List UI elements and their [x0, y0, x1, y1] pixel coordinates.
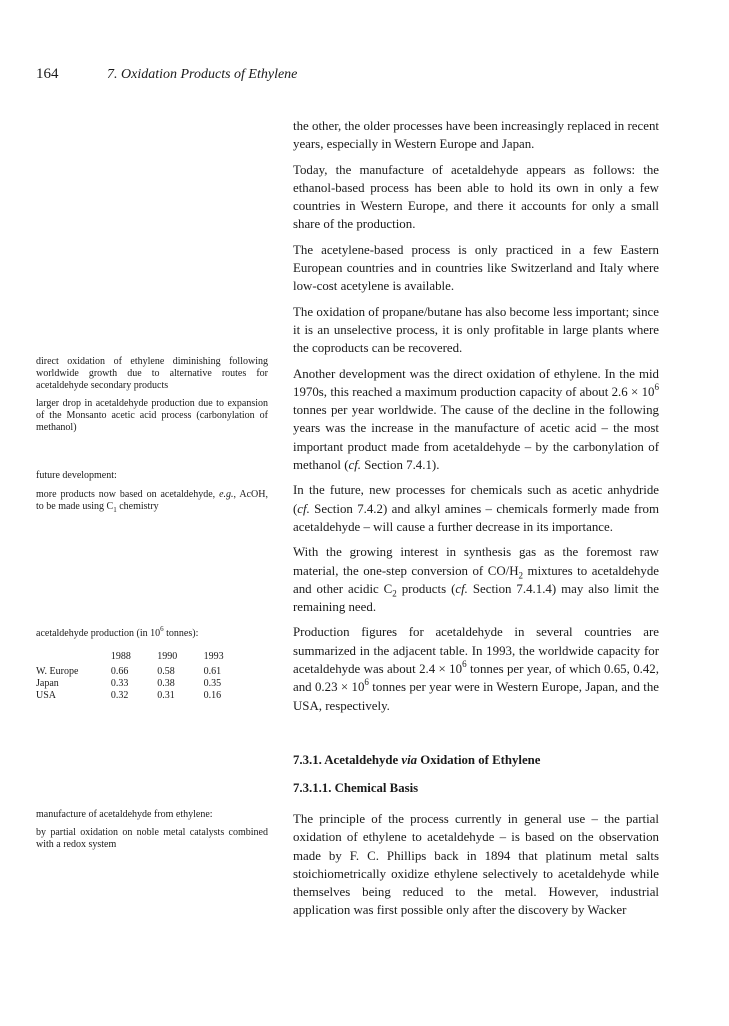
side-note-3: manufacture of acetaldehyde from ethylene: by partial oxidation on noble metal catalysts combined with a redox system	[36, 809, 268, 851]
table-caption: acetaldehyde production (in $10^6$ tonnes):	[36, 624, 199, 639]
paragraph-7: With the growing interest in synthesis gas as the foremost raw material, the one-step conversion of $CO/H_2$ mixtures to acetaldehyde and other acidic $C_2$ products (cf. Section 7.4.1.4) may also limit the remaining need.	[293, 545, 659, 615]
value-cell: 0.32	[110, 690, 129, 701]
value-cell: 0.38	[157, 678, 175, 689]
value-cell: 0.58	[157, 666, 175, 677]
side-note-2: future development: more products now based on acetaldehyde, e.g., AcOH, to be made using $C_1$ chemistry	[36, 470, 268, 515]
value-cell: 0.35	[203, 678, 222, 689]
value-cell: 0.16	[203, 690, 222, 701]
region-cell: W. Europe	[36, 666, 79, 677]
paragraph-4: The oxidation of propane/butane has also become less important; since it is an unselective process, it is only profitable in large plants where the coproducts can be recovered.	[293, 304, 659, 356]
paragraph-3: The acetylene-based process is only practiced in a few Eastern European countries and in countries like Switzerland and Italy where low-cost acetylene is available.	[293, 242, 659, 294]
page-number: 164	[36, 66, 59, 82]
value-cell: 0.61	[203, 666, 222, 677]
table-header-row	[36, 651, 246, 666]
paragraph-8: Production figures for acetaldehyde in several countries are summarized in the adjacent table. In 1993, the worldwide capacity for acetaldehyde was about $2.4 \times 10^6$ tonnes per year, of which 0.65, 0.42, and $0.23 \times 10^6$ tonnes per year were in Western Europe, Japan, and the USA, respectively.	[293, 625, 659, 713]
paragraph-1: the other, the older processes have been increasingly replaced in recent years, especially in Western Europe and Japan.	[293, 119, 659, 152]
paragraph-2: Today, the manufacture of acetaldehyde appears as follows: the ethanol-based process has been able to hold its own in only a few countries in Western Europe, and there it accounts for only a small share of the production.	[293, 162, 659, 232]
paragraph-9: The principle of the process currently in general use – the partial oxidation of ethylene to acetaldehyde – is based on the observation made by F. C. Phillips back in 1894 that platinum metal salts stoichiometrically oxidize ethylene selectively to acetaldehyde while themselves being reduced to the metal. However, industrial application was first possible only after the discovery by Wacker	[293, 811, 659, 918]
region-cell: Japan	[36, 678, 59, 689]
paragraph-6: In the future, new processes for chemicals such as acetic anhydride (cf. Section 7.4.2) and alkyl amines – chemicals formerly made from acetaldehyde – will cause a further decrease in its importance.	[293, 483, 659, 534]
main-column	[293, 117, 659, 927]
year-header: 1990	[157, 651, 178, 662]
side-note-1: direct oxidation of ethylene diminishing following worldwide growth due to alternative routes for acetaldehyde secondary products larger drop in acetaldehyde production due to expansion of the Monsanto acetic acid process (carbonylation of methanol)	[36, 356, 268, 434]
running-title: 7. Oxidation Products of Ethylene	[107, 67, 298, 82]
table-row	[36, 666, 246, 678]
table-row	[36, 678, 246, 690]
value-cell: 0.33	[110, 678, 129, 689]
table-row	[36, 690, 246, 702]
value-cell: 0.66	[110, 666, 129, 677]
year-header: 1993	[203, 651, 224, 662]
year-header: 1988	[110, 651, 131, 662]
page-header	[36, 66, 689, 86]
region-cell: USA	[36, 690, 57, 701]
paragraph-5: Another development was the direct oxidation of ethylene. In the mid 1970s, this reached a maximum production capacity of about $2.6 \times 10^6$ tonnes per year worldwide. The cause of the decline in the following years was the increase in the manufacture of acetic acid – the most important product made from acetaldehyde – by the carbonylation of methanol (cf. Section 7.4.1).	[293, 366, 659, 473]
section-heading: 7.3.1. Acetaldehyde via Oxidation of Ethylene	[293, 752, 541, 767]
production-table	[36, 651, 246, 702]
subsection-heading: 7.3.1.1. Chemical Basis	[293, 780, 419, 795]
value-cell: 0.31	[157, 690, 175, 701]
